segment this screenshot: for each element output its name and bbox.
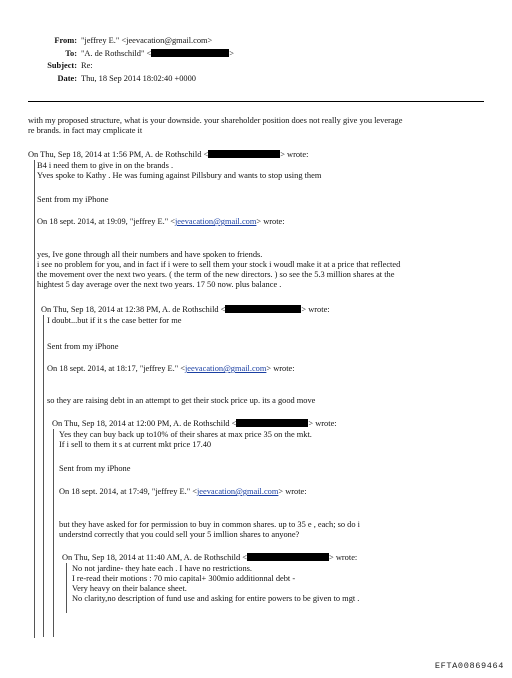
- message-line: yes, Ive gone through all their numbers and have spoken to friends.: [37, 250, 263, 259]
- message-line: but they have asked for for permission to buy in common shares. up to 35 e , each; so do i: [59, 520, 360, 529]
- quote-bar-level-2: [43, 315, 44, 637]
- from-label: From:: [54, 36, 77, 45]
- to-value-suffix: >: [229, 48, 234, 58]
- to-value-prefix: "A. de Rothschild" <: [81, 48, 152, 58]
- quote-attribution: On 18 sept. 2014, at 17:49, "jeffrey E." <jeevacation@gmail.com> wrote:: [59, 487, 307, 496]
- quote-bar-level-1: [34, 160, 35, 638]
- redaction-box: [247, 553, 329, 561]
- message-line: No clarity,no description of fund use and asking for entire powers to be given to mgt .: [72, 594, 360, 603]
- quoted-message: [72, 564, 359, 604]
- to-label: To:: [65, 48, 77, 58]
- message-line: with my proposed structure, what is your downside. your shareholder position does not really give you leverage: [28, 116, 403, 125]
- signature: Sent from my iPhone: [47, 342, 119, 351]
- quoted-message: [59, 430, 312, 450]
- message-body: [28, 116, 402, 136]
- date-label: Date:: [57, 73, 77, 83]
- message-line: hightest 5 day average over the next two years. 17 50 now. plus balance .: [37, 280, 282, 289]
- email-link[interactable]: jeevacation@gmail.com: [184, 364, 267, 373]
- message-line: No not jardine- they hate each . I have no restrictions.: [72, 564, 252, 573]
- redaction-box: [225, 305, 301, 313]
- quoted-message: [37, 250, 400, 290]
- header-to-row: [0, 49, 260, 62]
- date-value: Thu, 18 Sep 2014 18:02:40 +0000: [81, 73, 196, 83]
- message-line: Yes they can buy back up to10% of their shares at max price 35 on the mkt.: [59, 430, 312, 439]
- quoted-message: [47, 316, 181, 326]
- document-id: EFTA00869464: [434, 661, 504, 671]
- header-date-row: [0, 74, 260, 87]
- quoted-message: [59, 520, 360, 540]
- redaction-box: [236, 419, 308, 427]
- quote-attribution: On Thu, Sep 18, 2014 at 11:40 AM, A. de Rothschild < > wrote:: [62, 553, 358, 562]
- email-link[interactable]: jeevacation@gmail.com: [174, 217, 257, 226]
- message-line: Very heavy on their balance sheet.: [72, 584, 187, 593]
- message-line: I re-read their motions : 70 mio capital+ 300mio additionnal debt -: [72, 574, 296, 583]
- message-line: I doubt...but if it s the case better for me: [47, 316, 182, 325]
- redaction-box: [208, 150, 280, 158]
- quote-attribution: On Thu, Sep 18, 2014 at 12:38 PM, A. de Rothschild < > wrote:: [41, 305, 330, 314]
- subject-value: Re:: [81, 61, 93, 70]
- redaction-box: [151, 49, 229, 57]
- quoted-message: [37, 161, 321, 181]
- signature: Sent from my iPhone: [59, 464, 131, 473]
- to-value: [81, 49, 234, 59]
- header-divider: [28, 101, 484, 102]
- quote-attribution: On Thu, Sep 18, 2014 at 1:56 PM, A. de Rothschild < > wrote:: [28, 150, 309, 159]
- message-line: B4 i need them to give in on the brands .: [37, 161, 174, 170]
- quote-attribution: On 18 sept. 2014, at 18:17, "jeffrey E." <jeevacation@gmail.com> wrote:: [47, 364, 295, 373]
- message-line: so they are raising debt in an attempt to get their stock price up. its a good move: [47, 396, 316, 405]
- signature: Sent from my iPhone: [37, 195, 109, 204]
- subject-label: Subject:: [47, 61, 77, 70]
- quote-attribution: On Thu, Sep 18, 2014 at 12:00 PM, A. de Rothschild < > wrote:: [52, 419, 337, 428]
- quote-attribution: On 18 sept. 2014, at 19:09, "jeffrey E." <jeevacation@gmail.com> wrote:: [37, 217, 285, 226]
- email-header: [0, 36, 260, 86]
- quote-bar-level-4: [66, 563, 67, 613]
- message-line: re brands. in fact may cmplicate it: [28, 126, 143, 135]
- message-line: the movement over the next two years. ( the term of the new directors. ) so see the 5.3 million shares at the: [37, 270, 395, 279]
- header-from-row: [0, 36, 260, 49]
- email-link[interactable]: jeevacation@gmail.com: [196, 487, 279, 496]
- message-line: understnd correctly that you could sell your 5 imllion shares to anyone?: [59, 530, 300, 539]
- message-line: If i sell to them it s at current mkt price 17.40: [59, 440, 212, 449]
- message-line: Yves spoke to Kathy . He was fuming against Pillsbury and wants to stop using them: [37, 171, 322, 180]
- message-line: i see no problem for you, and in fact if i were to sell them your stock i woudl make it at a price that reflected: [37, 260, 401, 269]
- from-value: "jeffrey E." <jeevacation@gmail.com>: [81, 36, 213, 45]
- header-subject-row: [0, 61, 260, 74]
- quoted-message: [47, 396, 315, 406]
- quote-bar-level-3: [53, 429, 54, 637]
